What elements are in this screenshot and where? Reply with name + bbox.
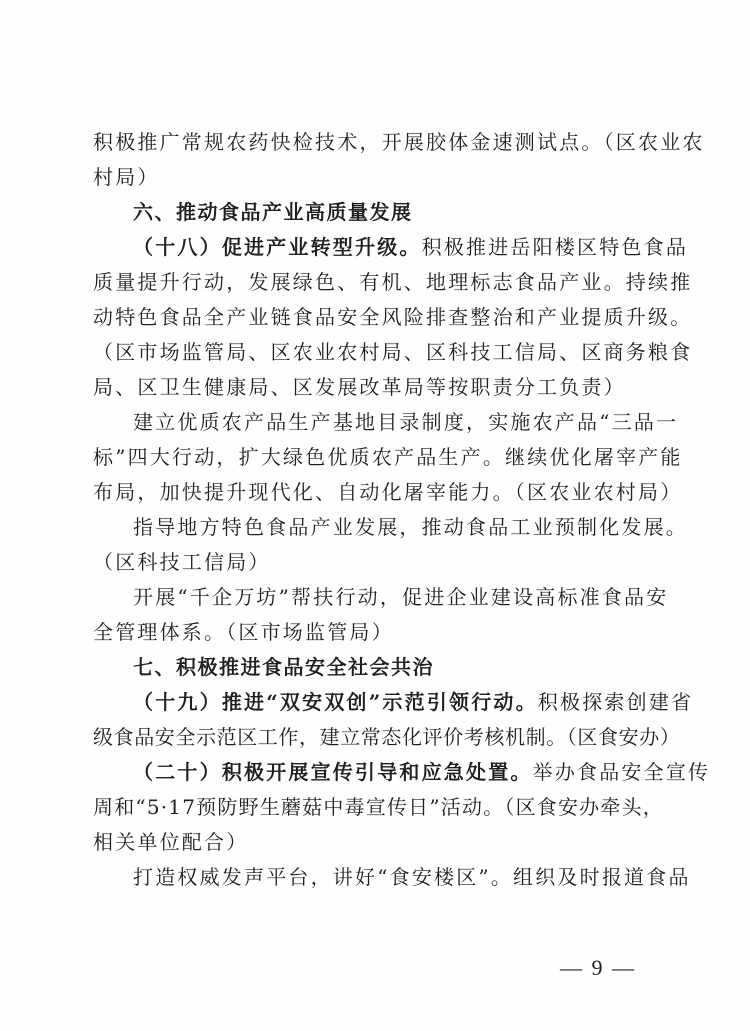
- item-text: 积极探索创建省: [537, 690, 694, 714]
- body-line: 布局，加快提升现代化、自动化屠宰能力。（区农业农村局）: [93, 480, 683, 504]
- body-line: 打造权威发声平台，讲好“食安楼区”。组织及时报道食品: [133, 865, 691, 889]
- item-18-first-line: [133, 233, 689, 261]
- body-line: 积极推广常规农药快检技术，开展胶体金速测试点。（区农业农: [93, 130, 705, 154]
- item-20-first-line: [133, 758, 711, 786]
- item-title: 促进产业转型升级。: [221, 235, 422, 259]
- page-number: — 9 —: [560, 955, 636, 980]
- item-19-first-line: [133, 688, 694, 716]
- section-heading-6: 六、推动食品产业高质量发展: [133, 200, 413, 224]
- body-line: 相关单位配合）: [93, 830, 249, 854]
- item-title: 推进“双安双创”示范引领行动。: [221, 690, 538, 714]
- body-line: 周和“5·17预防野生蘑菇中毒宣传日”活动。（区食安办牵头，: [93, 795, 664, 819]
- body-line: 局、区卫生健康局、区发展改革局等按职责分工负责）: [93, 375, 626, 399]
- item-text: 举办食品安全宣传: [532, 760, 711, 784]
- body-line: 质量提升行动，发展绿色、有机、地理标志食品产业。持续推: [93, 270, 693, 294]
- item-number: （十八）: [133, 235, 222, 259]
- body-line: 标”四大行动，扩大绿色优质农产品生产。继续优化屠宰产能: [93, 445, 683, 469]
- body-line: 全管理体系。（区市场监管局）: [93, 620, 394, 644]
- body-line: 动特色食品全产业链食品安全风险排查整治和产业提质升级。: [93, 305, 693, 329]
- body-line: （区科技工信局）: [93, 550, 271, 574]
- item-title: 积极开展宣传引导和应急处置。: [221, 760, 533, 784]
- body-line: 开展“千企万坊”帮扶行动，促进企业建设高标准食品安: [133, 585, 669, 609]
- item-number: （二十）: [133, 760, 222, 784]
- body-line: 建立优质农产品生产基地目录制度，实施农产品“三品一: [133, 410, 679, 434]
- section-heading-7: 七、积极推进食品安全社会共治: [133, 655, 434, 679]
- item-text: 积极推进岳阳楼区特色食品: [421, 235, 689, 259]
- body-line: （区市场监管局、区农业农村局、区科技工信局、区商务粮食: [93, 340, 693, 364]
- body-line: 级食品安全示范区工作，建立常态化评价考核机制。（区食安办）: [93, 725, 681, 749]
- body-line: 村局）: [93, 165, 160, 189]
- body-line: 指导地方特色食品产业发展，推动食品工业预制化发展。: [133, 515, 688, 539]
- item-number: （十九）: [133, 690, 222, 714]
